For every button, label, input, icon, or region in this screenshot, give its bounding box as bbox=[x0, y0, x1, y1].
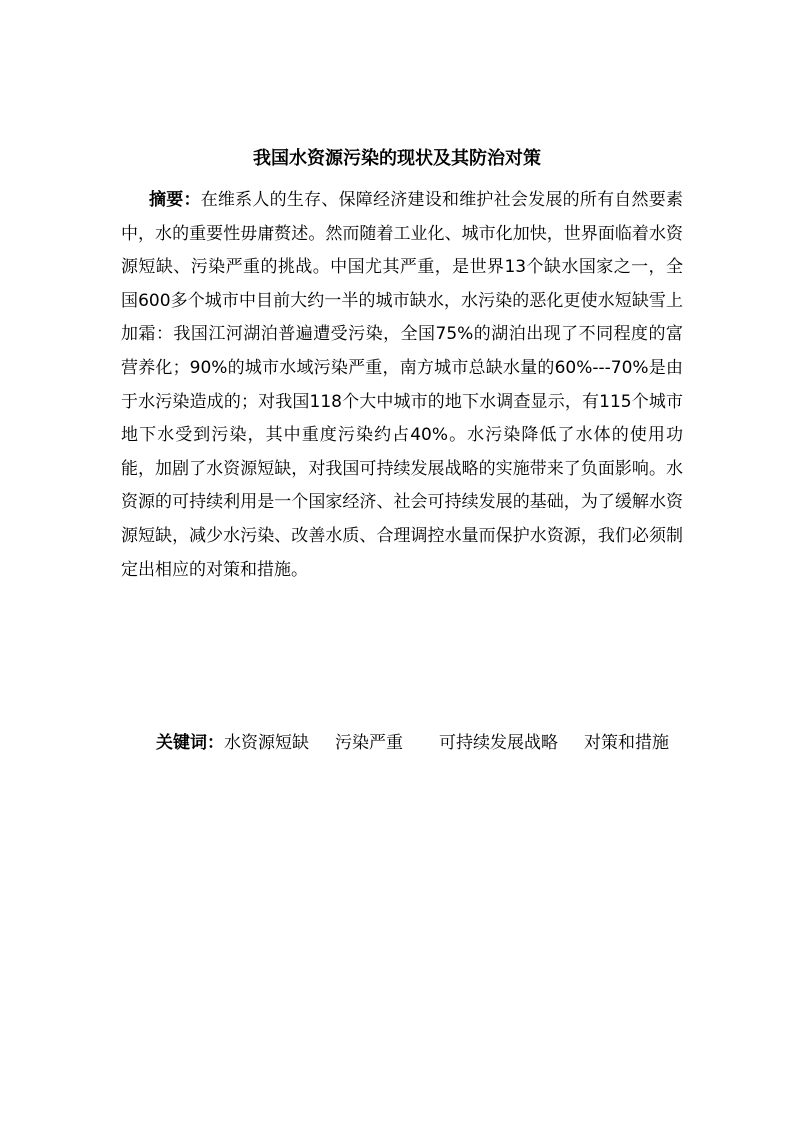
keyword-item: 污染严重 bbox=[335, 733, 403, 753]
keyword-item: 水资源短缺 bbox=[224, 733, 309, 753]
keywords-label: 关键词： bbox=[156, 733, 224, 753]
keyword-item: 可持续发展战略 bbox=[439, 733, 558, 753]
abstract-text: 在维系人的生存、保障经济建设和维护社会发展的所有自然要素中，水的重要性毋庸赘述。然而随着工业化、城市化加快，世界面临着水资源短缺、污染严重的挑战。中国尤其严重，是世界13个缺水国家之一，全国600多个城市中目前大约一半的城市缺水，水污染的恶化更使水短缺雪上加霜：我国江河湖泊普遍遭受污染，全国75%的湖泊出现了不同程度的富营养化；90%的城市水域污染严重，南方城市总缺水量的60%---70%是由于水污染造成的；对我国118个大中城市的地下水调查显示，有115个城市地下水受到污染，其中重度污染约占40%。水污染降低了水体的使用功能，加剧了水资源短缺，对我国可持续发展战略的实施带来了负面影响。水资源的可持续利用是一个国家经济、社会可持续发展的基础，为了缓解水资源短缺，减少水污染、改善水质、合理调控水量而保护水资源，我们必须制定出相应的对策和措施。 bbox=[121, 190, 684, 580]
keywords-paragraph bbox=[121, 726, 683, 761]
keyword-item: 对策和措施 bbox=[584, 733, 669, 753]
abstract-paragraph bbox=[121, 184, 683, 587]
abstract-label: 摘要： bbox=[149, 190, 201, 210]
document-title: 我国水资源污染的现状及其防治对策 bbox=[253, 148, 541, 169]
